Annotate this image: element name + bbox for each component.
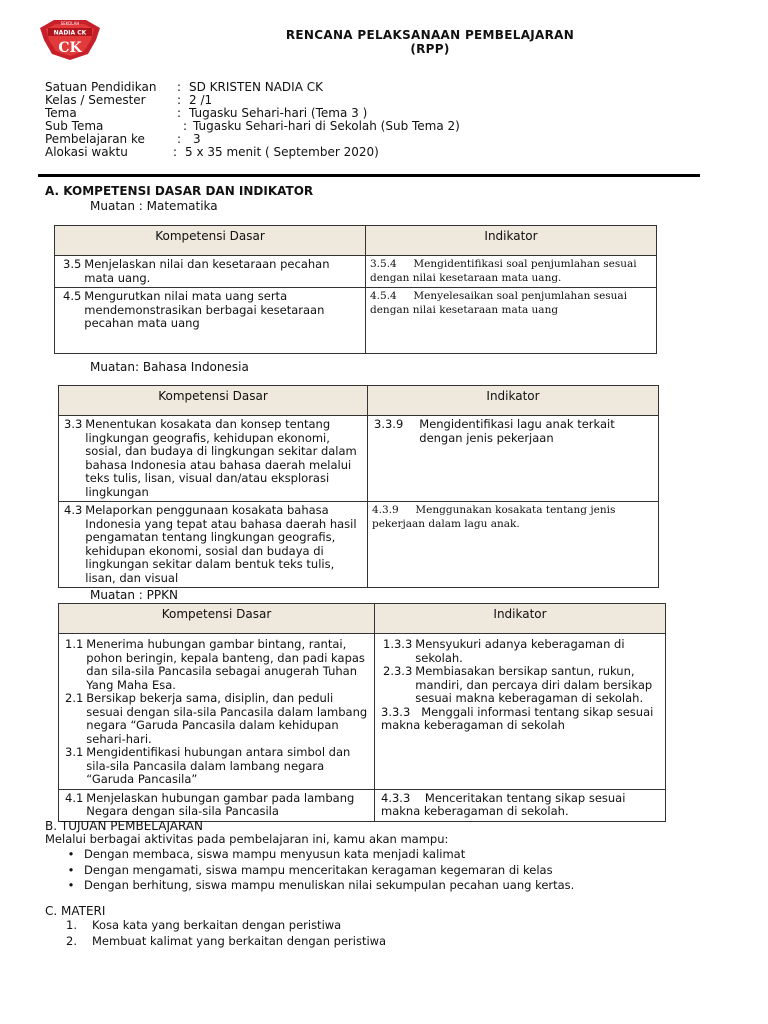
doc-subtitle: (RPP): [410, 42, 450, 56]
muatan-bahasa-heading: Muatan: Bahasa Indonesia: [90, 360, 249, 374]
identity-value: Tugasku Sehari-hari (Tema 3 ): [189, 106, 368, 120]
table-row: 3.3 Menentukan kosakata dan konsep tentang lingkungan geografis, kehidupan ekonomi, sosial, dan budaya di lingkungan sekitar dalam bahasa Indonesia atau bahasa daerah melalui teks tulis, lisan, visual dan/atau eksplorasi lingkungan 3.3.9 Mengidentifikasi lagu anak terkait dengan jenis pekerjaan: [59, 416, 659, 502]
table-row: 3.5 Menjelaskan nilai dan kesetaraan pecahan mata uang. 3.5.4 Mengidentifikasi soal penjumlahan sesuai dengan nilai kesetaraan mata uang.: [55, 256, 657, 288]
identity-label: Sub Tema: [45, 119, 104, 133]
identity-row: Alokasi waktu : 5 x 35 menit ( September 2020): [45, 145, 379, 159]
kd-item: 1.1 Menerima hubungan gambar bintang, rantai, pohon beringin, kepala banteng, dan padi kapas dan sila-sila Pancasila sebagai anugerah Tuhan Yang Maha Esa.: [65, 637, 365, 692]
identity-row: Kelas / Semester : 2 /1: [45, 93, 213, 107]
col-header-indikator: Indikator: [375, 604, 666, 634]
indikator-text: Menyelesaikan soal penjumlahan sesuai dengan nilai kesetaraan mata uang: [370, 290, 628, 316]
identity-row: Pembelajaran ke : 3: [45, 132, 201, 146]
table-row: 4.3 Melaporkan penggunaan kosakata bahasa Indonesia yang tepat atau bahasa daerah hasil pengamatan tentang lingkungan geografis, kehidupan ekonomi, sosial dan budaya di lingkungan sekitar dalam bentuk teks tulis, lisan, dan visual 4.3.9 Menggunakan kosakata tentang jenis pekerjaan dalam lagu anak.: [59, 502, 659, 588]
col-header-kd: Kompetensi Dasar: [55, 226, 366, 256]
kd-item: 2.1 Bersikap bekerja sama, disiplin, dan peduli sesuai dengan sila-sila Pancasila dalam lambang negara “Garuda Pancasila dalam kehidupan sehari-hari.: [65, 691, 368, 746]
kd-item: 3.1 Mengidentifikasi hubungan antara simbol dan sila-sila Pancasila dalam lambang negara “Garuda Pancasila”: [65, 745, 351, 786]
muatan-matematika-heading: Muatan : Matematika: [90, 199, 218, 213]
col-header-kd: Kompetensi Dasar: [59, 386, 368, 416]
bullet-icon: •: [67, 878, 75, 892]
table-row: 4.5 Mengurutkan nilai mata uang serta mendemonstrasikan berbagai kesetaraan pecahan mata uang 4.5.4 Menyelesaikan soal penjumlahan sesuai dengan nilai kesetaraan mata uang: [55, 288, 657, 354]
identity-label: Pembelajaran ke: [45, 132, 145, 146]
table-ppkn: [58, 603, 666, 822]
identity-value: SD KRISTEN NADIA CK: [189, 80, 323, 94]
identity-row: Satuan Pendidikan : SD KRISTEN NADIA CK: [45, 80, 323, 94]
logo-mark: CK: [58, 40, 82, 56]
kd-text: Mengurutkan nilai mata uang serta mendemonstrasikan berbagai kesetaraan pecahan mata uang: [84, 289, 325, 330]
school-logo: [36, 14, 104, 62]
table-row: [59, 634, 666, 790]
materi-list: [62, 918, 702, 949]
list-item: • Dengan membaca, siswa mampu menyusun kata menjadi kalimat: [58, 847, 698, 863]
indikator-item: 1.3.3 Mensyukuri adanya keberagaman di sekolah.: [383, 637, 625, 665]
kd-text: Melaporkan penggunaan kosakata bahasa Indonesia yang tepat atau bahasa daerah hasil pengamatan tentang lingkungan geografis, kehidupan ekonomi, sosial dan budaya di lingkungan sekitar dalam bentuk teks tulis, lisan, dan visual: [85, 503, 357, 585]
bullet-icon: •: [67, 862, 75, 877]
indikator-text: Mengidentifikasi soal penjumlahan sesuai dengan nilai kesetaraan mata uang.: [370, 258, 637, 284]
tujuan-list: [58, 847, 698, 894]
identity-row: Sub Tema : Tugasku Sehari-hari di Sekolah (Sub Tema 2): [45, 119, 460, 133]
section-b-intro: Melalui berbagai aktivitas pada pembelajaran ini, kamu akan mampu:: [45, 832, 449, 846]
col-header-kd: Kompetensi Dasar: [59, 604, 375, 634]
identity-label: Kelas / Semester: [45, 93, 146, 107]
indikator-text: Mengidentifikasi lagu anak terkait dengan jenis pekerjaan: [419, 417, 615, 445]
list-item: • Dengan berhitung, siswa mampu menuliskan nilai sekumpulan pecahan uang kertas.: [58, 878, 698, 894]
divider: [38, 174, 700, 177]
list-item: • Dengan mengamati, siswa mampu menceritakan keragaman kegemaran di kelas: [58, 863, 698, 879]
section-c-title: C. MATERI: [45, 904, 106, 918]
kd-text: Menjelaskan nilai dan kesetaraan pecahan mata uang.: [84, 257, 330, 285]
table-matematika: [54, 225, 657, 354]
identity-value: 3: [193, 132, 201, 146]
logo-top-text: SEKOLAH: [60, 21, 80, 26]
muatan-ppkn-heading: Muatan : PPKN: [90, 588, 178, 602]
indikator-text: Menggunakan kosakata tentang jenis pekerjaan dalam lagu anak.: [372, 504, 616, 530]
col-header-indikator: Indikator: [368, 386, 659, 416]
identity-value: 2 /1: [189, 93, 213, 107]
identity-value: 5 x 35 menit ( September 2020): [185, 145, 379, 159]
list-item: 2. Membuat kalimat yang berkaitan dengan peristiwa: [66, 933, 387, 948]
identity-value: Tugasku Sehari-hari di Sekolah (Sub Tema 2): [193, 119, 460, 133]
bullet-icon: •: [67, 847, 75, 861]
identity-label: Alokasi waktu: [45, 145, 128, 159]
doc-title: RENCANA PELAKSANAAN PEMBELAJARAN: [285, 28, 575, 42]
section-b-title: B. TUJUAN PEMBELAJARAN: [45, 819, 204, 833]
indikator-item: 2.3.3 Membiasakan bersikap santun, rukun, mandiri, dan percaya diri dalam bersikap sesuai makna keberagaman di sekolah.: [383, 664, 653, 705]
table-bahasa-indonesia: [58, 385, 659, 588]
identity-label: Tema: [45, 106, 77, 120]
list-item: 1. Kosa kata yang berkaitan dengan peristiwa: [66, 918, 342, 932]
table-row: 4.1 Menjelaskan hubungan gambar pada lambang Negara dengan sila-sila Pancasila 4.3.3 Menceritakan tentang sikap sesuai makna keberagaman di sekolah.: [59, 789, 666, 821]
section-a-title: A. KOMPETENSI DASAR DAN INDIKATOR: [45, 184, 314, 198]
col-header-indikator: Indikator: [366, 226, 657, 256]
identity-label: Satuan Pendidikan: [45, 80, 157, 94]
logo-text: NADIA CK: [53, 29, 87, 37]
kd-text: Menentukan kosakata dan konsep tentang lingkungan geografis, kehidupan ekonomi, sosial, dan budaya di lingkungan sekitar dalam bahasa Indonesia atau bahasa daerah melalui teks tulis, lisan, visual dan/atau eksplorasi lingkungan: [85, 417, 357, 499]
indikator-item: 3.3.3 Menggali informasi tentang sikap sesuai makna keberagaman di sekolah: [381, 704, 654, 732]
identity-row: Tema : Tugasku Sehari-hari (Tema 3 ): [45, 106, 368, 120]
